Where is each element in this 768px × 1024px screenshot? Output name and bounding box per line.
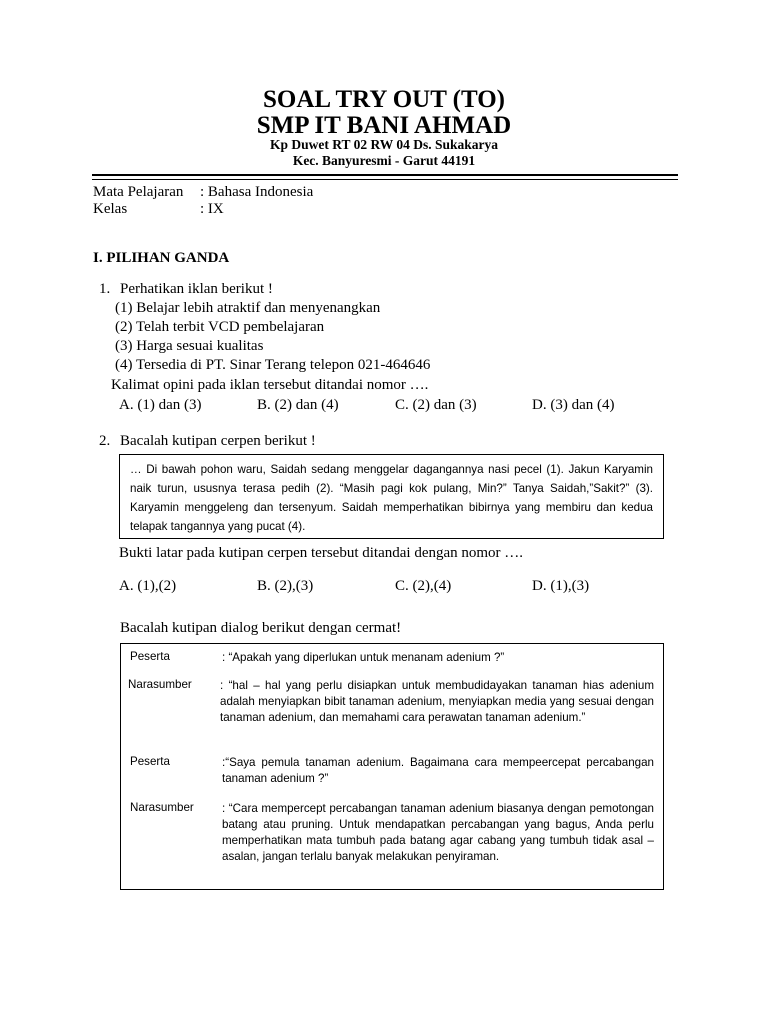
dialog-line: : “Cara mempercept percabangan tanaman adenium biasanya dengan pemotongan batang atau pruning. Untuk mendapatkan percabangan yang bagus, Anda perlu memperhatikan mata tumbuh pada batang agar cabang yang tumbuh tidak asal – asalan, jangan terlalu banyak melakukan penyiraman. [222,802,654,863]
q3-prompt: Bacalah kutipan dialog berikut dengan cermat! [120,620,402,636]
school-address-line1: Kp Duwet RT 02 RW 04 Ds. Sukakarya [269,137,499,152]
subject-value: : Bahasa Indonesia [200,184,314,200]
dialog-box [120,643,664,890]
q1-number: 1. [99,281,111,297]
q2-excerpt-text: … Di bawah pohon waru, Saidah sedang menggelar dagangannya nasi pecel (1). Jakun Karyamin naik turun, ususnya terasa pedih (2). “Masih pagi kok pulang, Min?” Tanya Saidah,”Sakit?” (3). Karyamin menggeleng dan tersenyum. Saidah memperhatikan bibirnya yang membiru dan kedua telapak tangannya yang pucat (4). [130,463,653,533]
dialog-speaker: Peserta [130,755,170,768]
dialog-speaker: Narasumber [128,678,192,691]
dialog-line: : “Apakah yang diperlukan untuk menanam adenium ?” [222,651,505,664]
q2-option-c: C. (2),(4) [395,578,452,594]
section-title: I. PILIHAN GANDA [93,250,230,266]
document-title: SOAL TRY OUT (TO) [262,86,506,113]
q2-excerpt-box [119,454,664,539]
q2-prompt: Bacalah kutipan cerpen berikut ! [120,433,316,449]
q1-option-b: B. (2) dan (4) [257,397,339,413]
q1-option-c: C. (2) dan (3) [395,397,477,413]
q2-option-a: A. (1),(2) [119,578,177,594]
q1-prompt: Perhatikan iklan berikut ! [120,281,273,297]
q1-option-a: A. (1) dan (3) [119,397,202,413]
subject-label: Mata Pelajaran [93,184,184,200]
q1-item-2: (2) Telah terbit VCD pembelajaran [115,319,325,335]
school-name: SMP IT BANI AHMAD [256,112,512,139]
dialog-speaker: Narasumber [130,801,194,814]
dialog-line: :“Saya pemula tanaman adenium. Bagaimana cara mempeercepat percabangan tanaman adenium ?” [222,756,654,785]
q2-number: 2. [99,433,111,449]
class-value: : IX [200,201,224,217]
q1-item-1: (1) Belajar lebih atraktif dan menyenangkan [115,300,381,316]
header-rule-thick [92,174,678,176]
q2-option-b: B. (2),(3) [257,578,314,594]
q1-item-3: (3) Harga sesuai kualitas [115,338,264,354]
q1-question: Kalimat opini pada iklan tersebut ditandai nomor …. [111,377,429,393]
dialog-line: : “hal – hal yang perlu disiapkan untuk membudidayakan tanaman hias adenium adalah menyiapkan bibit tanaman adenium, menyiapkan media yang sesuai dengan tanaman adenium, dan memahami cara perawatan tanaman adenium.” [220,679,654,724]
class-label: Kelas [93,201,128,217]
dialog-speaker: Peserta [130,650,170,663]
q1-item-4: (4) Tersedia di PT. Sinar Terang telepon 021-464646 [115,357,431,373]
q2-option-d: D. (1),(3) [532,578,590,594]
header-rule-thin [92,179,678,180]
school-address-line2: Kec. Banyuresmi - Garut 44191 [292,153,476,168]
q1-option-d: D. (3) dan (4) [532,397,615,413]
q2-question: Bukti latar pada kutipan cerpen tersebut ditandai dengan nomor …. [119,545,524,561]
